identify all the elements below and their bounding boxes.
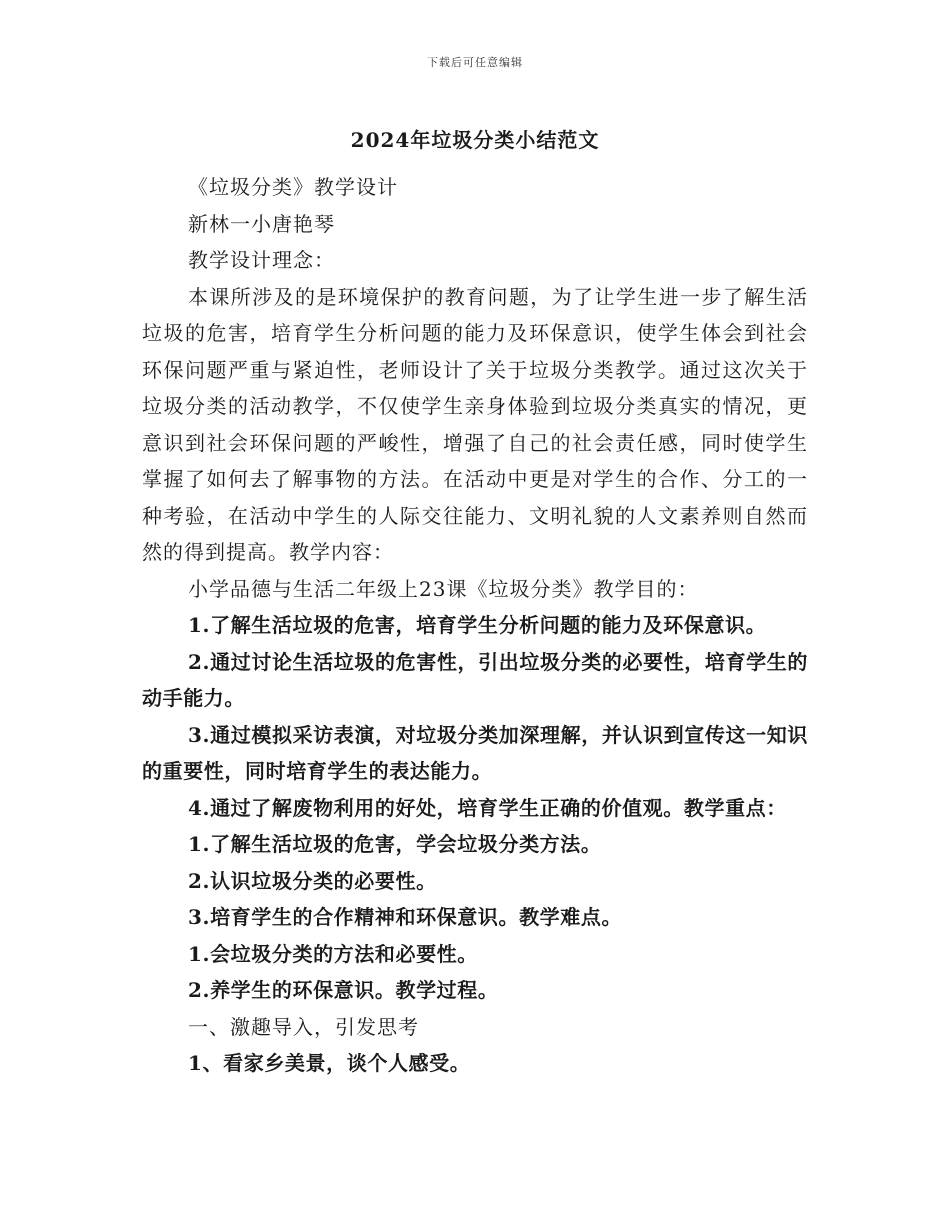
paragraph-process-substep-1: 1、看家乡美景，谈个人感受。 [188,1051,471,1075]
paragraph-difficulty-2: 2.养学生的环保意识。教学过程。 [188,978,499,1002]
paragraph-goal-1: 1.了解生活垃圾的危害，培育学生分析问题的能力及环保意识。 [188,613,767,637]
paragraph-concept-body: 本课所涉及的是环境保护的教育问题，为了让学生进一步了解生活垃圾的危害，培育学生分析问题的能力及环保意识，使学生体会到社会环保问题严重与紧迫性，老师设计了关于垃圾分类教学。通过这次关于垃圾分类的活动教学，不仅使学生亲身体验到垃圾分类真实的情况，更意识到社会环保问题的严峻性，增强了自己的社会责任感，同时使学生掌握了如何去了解事物的方法。在活动中更是对学生的合作、分工的一种考验，在活动中学生的人际交往能力、文明礼貌的人文素养则自然而然的得到提高。教学内容： [142,284,808,564]
paragraph-design-title: 《垃圾分类》教学设计 [188,175,398,199]
paragraph-teaching-goal-heading: 小学品德与生活二年级上23课《垃圾分类》教学目的： [188,576,699,601]
paragraph-goal-2: 2.通过讨论生活垃圾的危害性，引出垃圾分类的必要性，培育学生的动手能力。 [142,649,808,710]
paragraph-goal-3: 3.通过模拟采访表演，对垃圾分类加深理解，并认识到宣传这一知识的重要性，同时培育学生的表达能力。 [142,722,808,783]
paragraph-author: 新林一小唐艳琴 [188,211,335,236]
document-title: 2024年垃圾分类小结范文 [350,128,600,152]
paragraph-key-point-3: 3.培育学生的合作精神和环保意识。教学难点。 [188,905,623,929]
paragraph-key-point-1: 1.了解生活垃圾的危害，学会垃圾分类方法。 [188,832,602,856]
paragraph-difficulty-1: 1.会垃圾分类的方法和必要性。 [188,941,478,966]
document-body [142,169,808,1082]
paragraph-goal-4: 4.通过了解废物利用的好处，培育学生正确的价值观。教学重点： [188,795,787,820]
paragraph-process-step-1: 一、激趣导入，引发思考 [188,1014,419,1039]
page-header: 下载后可任意编辑 [427,56,523,69]
paragraph-concept-heading: 教学设计理念： [188,248,335,272]
paragraph-key-point-2: 2.认识垃圾分类的必要性。 [188,868,437,893]
